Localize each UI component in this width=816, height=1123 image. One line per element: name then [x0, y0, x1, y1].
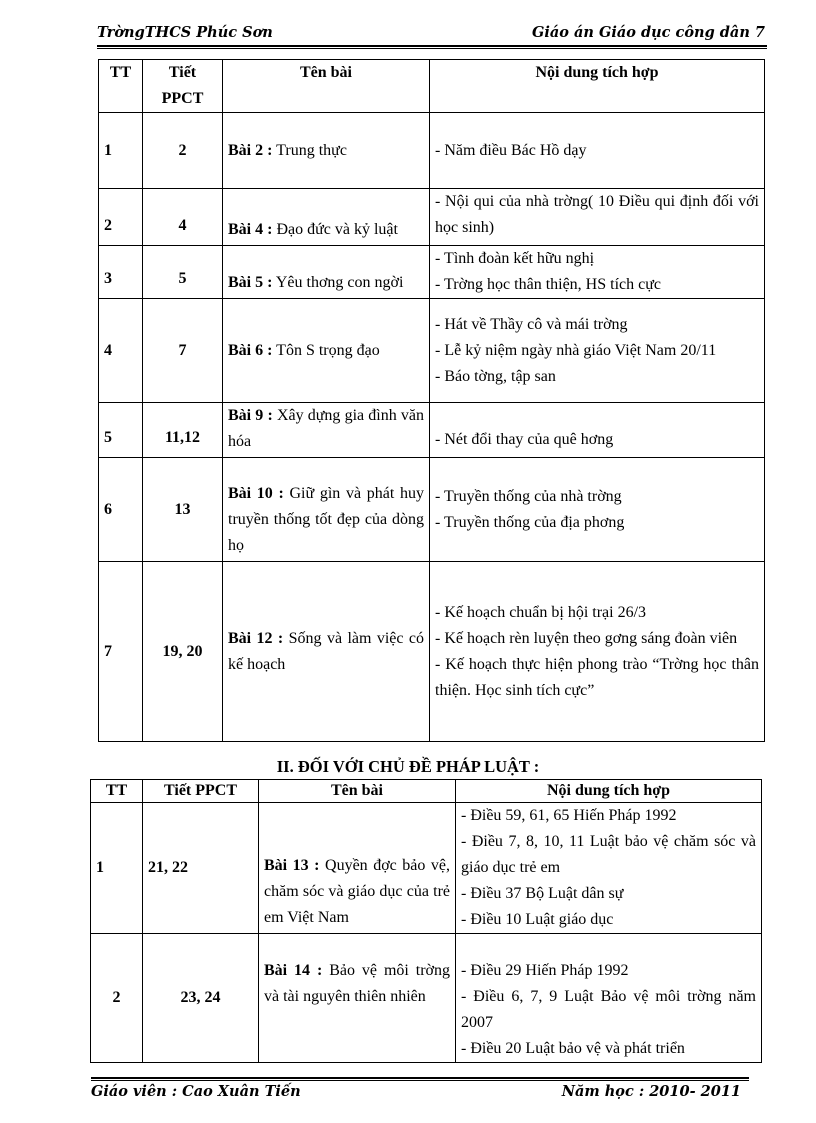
document-title: Giáo án Giáo dục công dân 7 — [532, 24, 765, 41]
row-tiet: 5 — [143, 246, 223, 299]
table-row — [99, 299, 765, 403]
row-lesson: Bài 12 : Sống và làm việc có kế hoạch — [223, 562, 430, 742]
row-tiet: 23, 24 — [143, 934, 259, 1063]
table-header-row — [91, 780, 762, 803]
table-row — [99, 562, 765, 742]
header-tt: TT — [99, 60, 143, 113]
footer-rule — [91, 1077, 749, 1081]
header-lesson: Tên bài — [223, 60, 430, 113]
school-name: TrờngTHCS Phúc Sơn — [97, 24, 273, 41]
row-tt: 2 — [99, 189, 143, 246]
row-content: - Điều 29 Hiến Pháp 1992 - Điều 6, 7, 9 Luật Bảo vệ môi trờng năm 2007 - Điều 20 Luật bảo vệ và phát triển — [456, 934, 762, 1063]
header-content: Nội dung tích hợp — [456, 780, 762, 803]
row-content: - Nội qui của nhà trờng( 10 Điều qui định đối với học sinh) — [430, 189, 765, 246]
row-tiet: 21, 22 — [143, 803, 259, 934]
row-lesson: Bài 14 : Bảo vệ môi trờng và tài nguyên thiên nhiên — [259, 934, 456, 1063]
table-row — [91, 803, 762, 934]
row-tiet: 13 — [143, 458, 223, 562]
row-lesson: Bài 13 : Quyền đợc bảo vệ, chăm sóc và giáo dục của trẻ em Việt Nam — [259, 803, 456, 934]
header-tt: TT — [91, 780, 143, 803]
header-tiet: Tiết PPCT — [143, 780, 259, 803]
row-tiet: 7 — [143, 299, 223, 403]
row-tiet: 11,12 — [143, 403, 223, 458]
teacher-name: Giáo viên : Cao Xuân Tiến — [91, 1083, 301, 1100]
row-content: - Kế hoạch chuẩn bị hội trại 26/3 - Kế hoạch rèn luyện theo gơng sáng đoàn viên - Kế hoạch thực hiện phong trào “Trờng học thân thiện. Học sinh tích cực” — [430, 562, 765, 742]
integration-table-2 — [90, 779, 762, 1063]
row-content: - Hát về Thầy cô và mái trờng - Lễ kỷ niệm ngày nhà giáo Việt Nam 20/11 - Báo tờng, tập san — [430, 299, 765, 403]
row-tiet: 4 — [143, 189, 223, 246]
row-content: - Điều 59, 61, 65 Hiến Pháp 1992 - Điều 7, 8, 10, 11 Luật bảo vệ chăm sóc và giáo dục trẻ em - Điều 37 Bộ Luật dân sự - Điều 10 Luật giáo dục — [456, 803, 762, 934]
row-content: - Năm điều Bác Hồ dạy — [430, 113, 765, 189]
row-tiet: 2 — [143, 113, 223, 189]
row-content: - Truyền thống của nhà trờng - Truyền thống của địa phơng — [430, 458, 765, 562]
row-tt: 2 — [91, 934, 143, 1063]
row-tt: 1 — [99, 113, 143, 189]
row-tt: 6 — [99, 458, 143, 562]
row-content: - Tình đoàn kết hữu nghị - Trờng học thân thiện, HS tích cực — [430, 246, 765, 299]
row-tiet: 19, 20 — [143, 562, 223, 742]
row-tt: 7 — [99, 562, 143, 742]
table-header-row — [99, 60, 765, 113]
page-header — [97, 24, 765, 46]
row-lesson: Bài 4 : Đạo đức và kỷ luật — [223, 189, 430, 246]
row-lesson: Bài 2 : Trung thực — [223, 113, 430, 189]
row-lesson: Bài 5 : Yêu thơng con ngời — [223, 246, 430, 299]
integration-table-1 — [98, 59, 765, 742]
school-year: Năm học : 2010- 2011 — [561, 1083, 741, 1100]
row-content: - Nét đổi thay của quê hơng — [430, 403, 765, 458]
page-footer — [91, 1083, 741, 1105]
table-row — [91, 934, 762, 1063]
section-title: II. ĐỐI VỚI CHỦ ĐỀ PHÁP LUẬT : — [276, 757, 540, 776]
table-row — [99, 189, 765, 246]
row-lesson: Bài 6 : Tôn S trọng đạo — [223, 299, 430, 403]
header-lesson: Tên bài — [259, 780, 456, 803]
table-row — [99, 403, 765, 458]
table-row — [99, 246, 765, 299]
row-tt: 4 — [99, 299, 143, 403]
header-rule — [97, 45, 767, 49]
row-tt: 5 — [99, 403, 143, 458]
header-content: Nội dung tích hợp — [430, 60, 765, 113]
table-row — [99, 113, 765, 189]
row-tt: 3 — [99, 246, 143, 299]
row-lesson: Bài 10 : Giữ gìn và phát huy truyền thống tốt đẹp của dòng họ — [223, 458, 430, 562]
row-lesson: Bài 9 : Xây dựng gia đình văn hóa — [223, 403, 430, 458]
header-tiet: Tiết PPCT — [143, 60, 223, 113]
table-row — [99, 458, 765, 562]
row-tt: 1 — [91, 803, 143, 934]
